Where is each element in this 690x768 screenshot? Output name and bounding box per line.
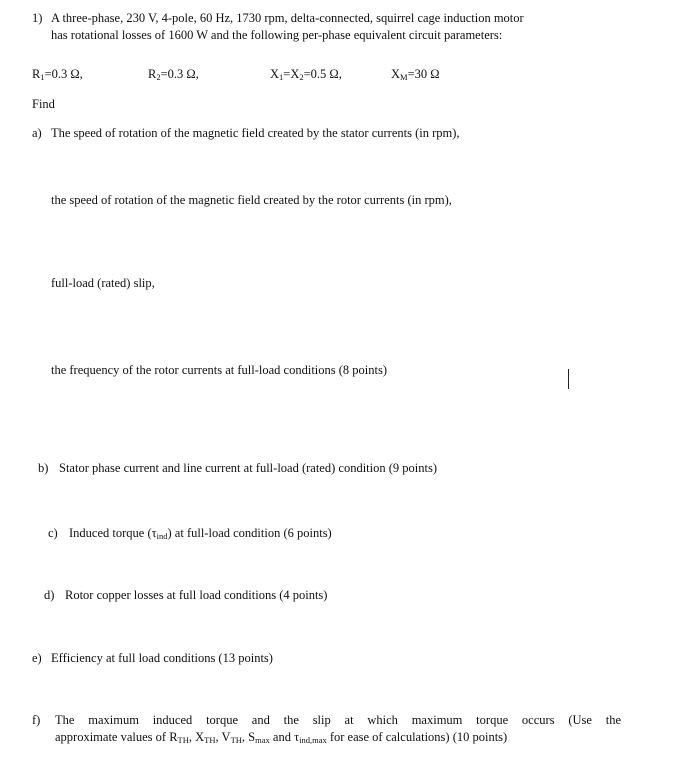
part-a-question-2: the speed of rotation of the magnetic field created by the rotor currents (in rpm), — [51, 193, 452, 207]
part-c-label: c) — [48, 526, 58, 540]
part-e-text: Efficiency at full load conditions (13 points) — [51, 651, 273, 665]
param-r2: $R_2=0.3$ Ω, — [148, 67, 199, 82]
param-x1-x2: $X_1=X_2=0.5$ Ω, — [270, 67, 342, 82]
part-a-label: a) — [32, 126, 42, 140]
text-cursor — [568, 369, 569, 389]
part-a-question-4: the frequency of the rotor currents at full-load conditions (8 points) — [51, 363, 388, 377]
part-f-line-1: The maximum induced torque and the slip at which maximum torque occurs (Use the — [55, 713, 621, 727]
part-a-question-1: The speed of rotation of the magnetic field created by the stator currents (in rpm), — [51, 126, 460, 140]
part-c-text: Induced torque $(\tau_{ind})$ at full-load condition (6 points) — [69, 526, 332, 541]
problem-statement-line-2: has rotational losses of 1600 W and the following per-phase equivalent circuit parameters: — [51, 28, 503, 42]
part-f-label: f) — [32, 713, 41, 727]
part-f-line-2: approximate values of $R_{TH}$, $X_{TH}$, $V_{TH}$, $S_{max}$ and $\tau_{ind,max}$ for ease of calculations) (10 points) — [55, 730, 508, 745]
param-xm: $X_M=30$ Ω — [391, 67, 440, 82]
param-r1: $R_1=0.3$ Ω, — [32, 67, 83, 82]
find-label: Find — [32, 97, 55, 111]
part-b-text: Stator phase current and line current at full-load (rated) condition (9 points) — [59, 461, 437, 475]
problem-number: 1) — [32, 11, 43, 25]
part-a-question-3: full-load (rated) slip, — [51, 276, 155, 290]
part-b-label: b) — [38, 461, 49, 475]
part-e-label: e) — [32, 651, 42, 665]
part-d-label: d) — [44, 588, 55, 602]
problem-statement-line-1: A three-phase, 230 V, 4-pole, 60 Hz, 1730 rpm, delta-connected, squirrel cage induction motor — [51, 11, 524, 25]
part-d-text: Rotor copper losses at full load conditions (4 points) — [65, 588, 328, 602]
